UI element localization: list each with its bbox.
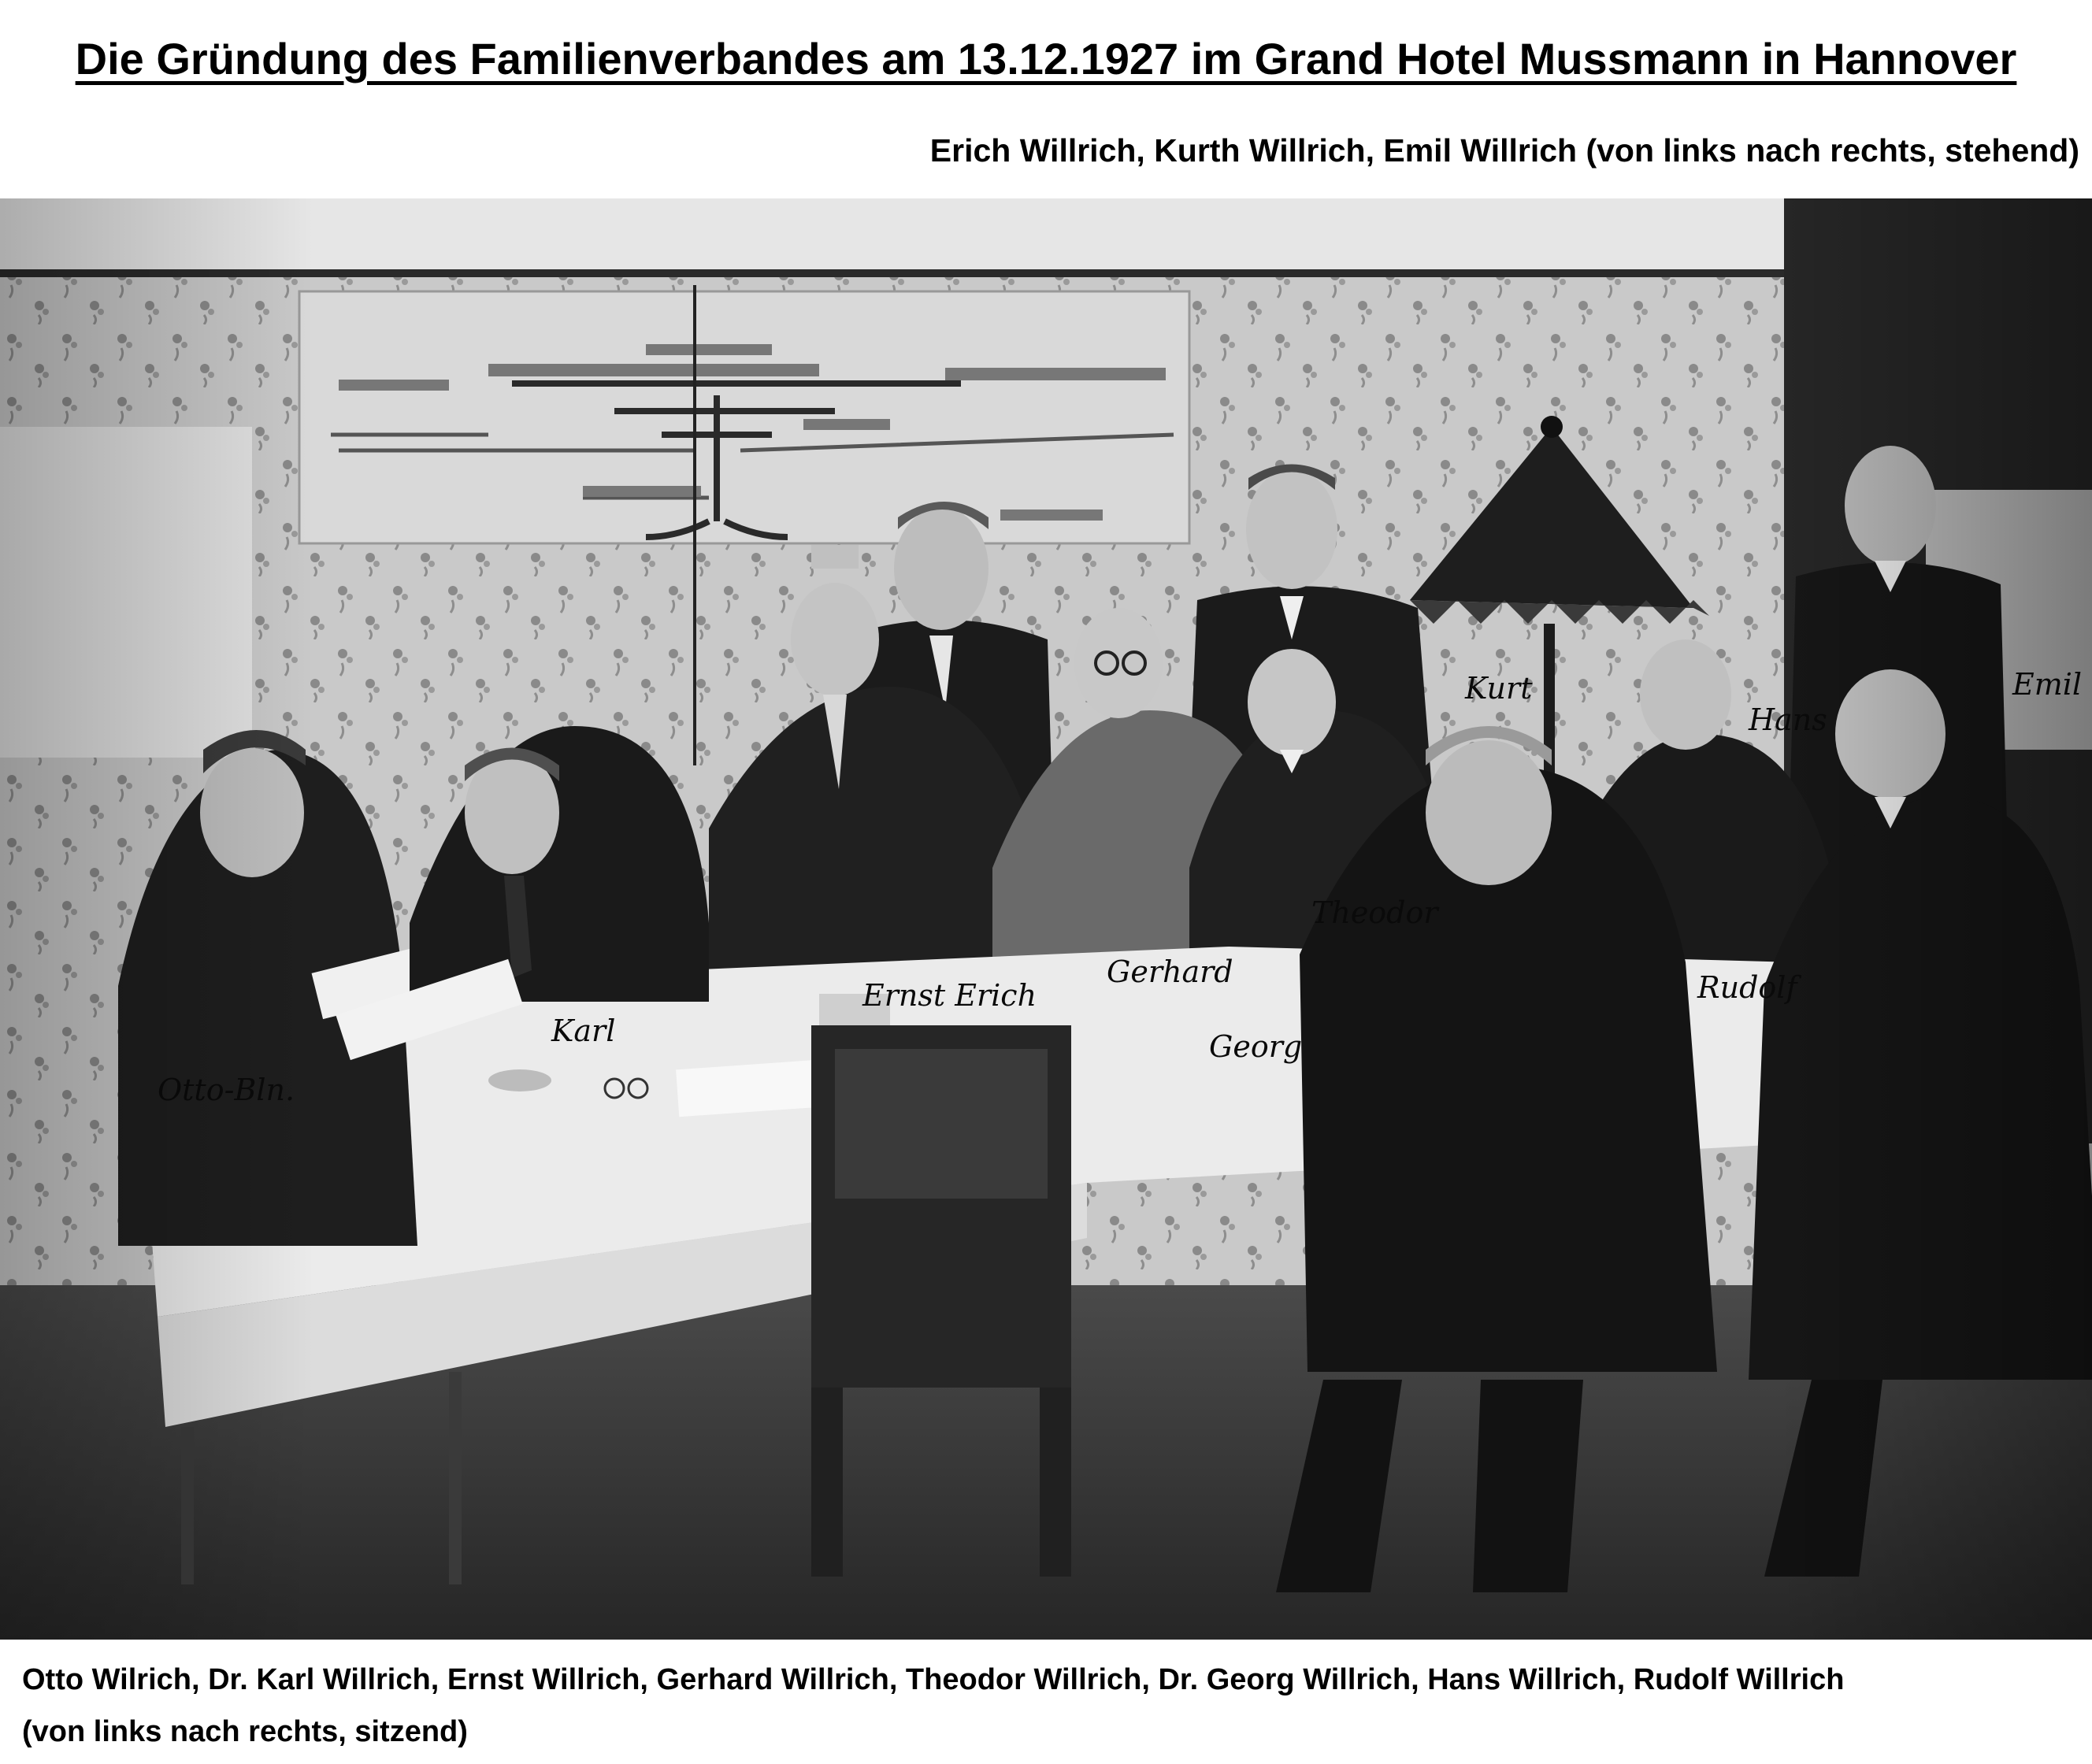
photo-vignette <box>0 198 2092 1640</box>
caption-sitting-names: Otto Wilrich, Dr. Karl Willrich, Ernst Willrich, Gerhard Willrich, Theodor Willrich, Dr. Georg Willrich, Hans Willrich, Rudolf Willrich <box>22 1663 1845 1696</box>
page-title: Die Gründung des Familienverbandes am 13.12.1927 im Grand Hotel Mussmann in Hannover <box>75 34 2017 83</box>
caption-sitting-note: (von links nach rechts, sitzend) <box>22 1715 468 1748</box>
caption-standing: Erich Willrich, Kurth Willrich, Emil Willrich (von links nach rechts, stehend) <box>929 132 2079 169</box>
group-photo <box>0 198 2092 1640</box>
photo-canvas <box>0 198 2092 1640</box>
